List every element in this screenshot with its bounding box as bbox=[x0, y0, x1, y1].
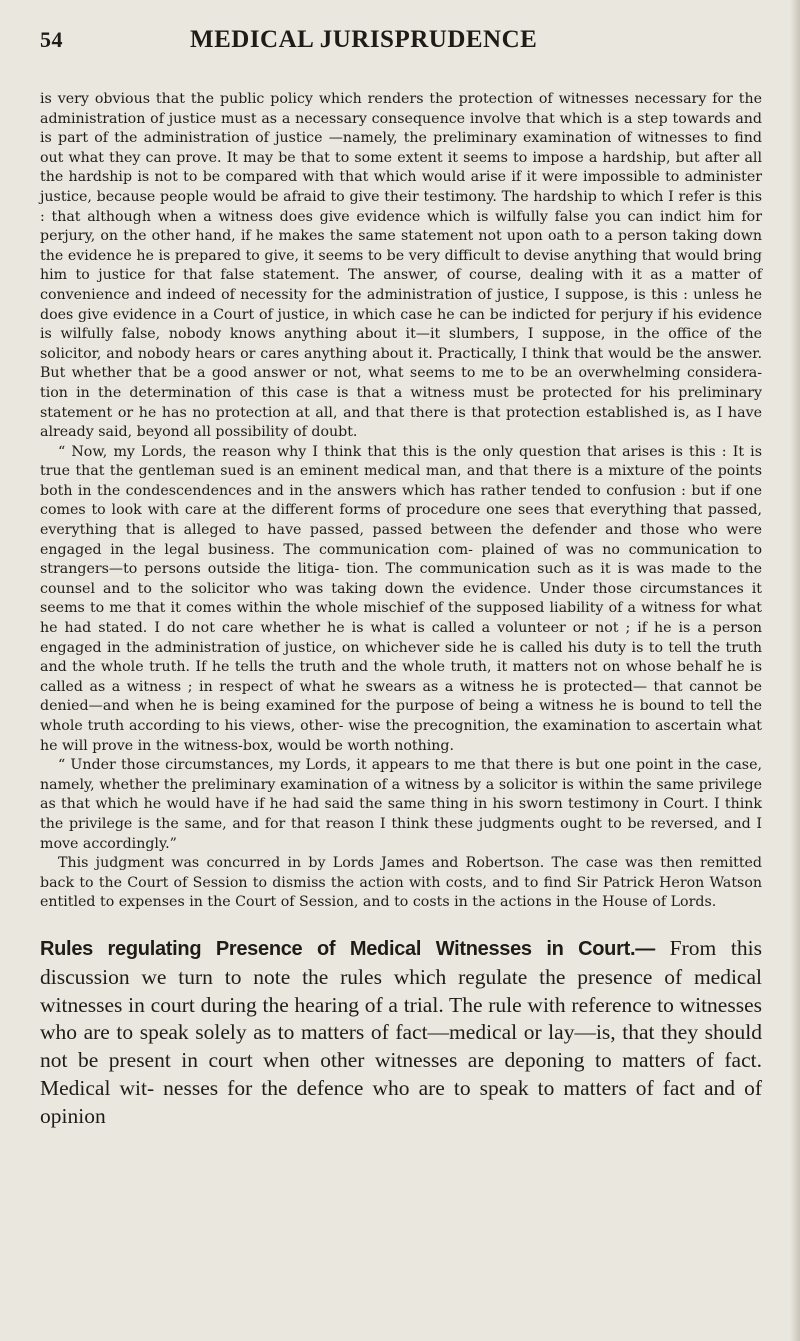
paragraph-4: This judgment was concurred in by Lords James and Robertson. The case was then remitted back to the Court of Session to dismiss the action with costs, and to find Sir Patrick Heron Watson entitled to expenses in the Court of Session, and to costs in the actions in the House of Lords. bbox=[40, 855, 762, 911]
section-text: From this discussion we turn to note the rules which regulate the presence of medical witnesses in court during the hearing of a trial. The rule with reference to witnesses who are to speak solely as to matters of fact—medical or lay—is, that they should not be present in court when other witnesses are deponing to matters of fact. Medical wit- nesses for the defence who are to speak to matters of fact and of opinion bbox=[40, 935, 762, 1128]
section-rules-medical-witnesses bbox=[40, 935, 762, 1131]
page-edge-shadow bbox=[790, 0, 800, 1341]
paragraph-2: “ Now, my Lords, the reason why I think that this is the only question that arises is this : It is true that the gentleman sued is an eminent medical man, and that there is a mixture of the points both in the condescendences and in the answers which has rather tended to confusion : but if one comes to look with care at the different forms of procedure one sees that everything that passed, everything that is alleged to have passed, passed between the defender and those who were engaged in the legal business. The communication com- plained of was no communication to strangers—to persons outside the litiga- tion. The communication such as it is was made to the counsel and to the solicitor who was taking down the evidence. Under those circumstances it seems to me that it comes within the whole mischief of the supposed liability of a witness for what he had stated. I do not care whether he is what is called a volunteer or not ; if he is a person engaged in the administration of justice, on whichever side he is called his duty is to tell the truth and the whole truth. If he tells the truth and the whole truth, it matters not on whose behalf he is called as a witness ; in respect of what he swears as a witness he is protected— that cannot be denied—and when he is being examined for the purpose of being a witness he is bound to tell the whole truth according to his views, other- wise the precognition, the examination to ascertain what he will prove in the witness-box, would be worth nothing. bbox=[40, 443, 762, 754]
section-heading: Rules regulating Presence of Medical Witnesses in Court.— bbox=[40, 937, 655, 960]
body-text bbox=[40, 90, 762, 913]
paragraph-3: “ Under those circumstances, my Lords, it appears to me that there is but one point in the case, namely, whether the preliminary examination of a witness by a solicitor is within the same privilege as that which he would have if he had said the same thing in his sworn testimony in Court. I think the privilege is the same, and for that reason I think these judgments ought to be reversed, and I move accordingly.” bbox=[40, 757, 762, 852]
page-header bbox=[40, 26, 762, 66]
page-number: 54 bbox=[40, 27, 63, 52]
paragraph-1: is very obvious that the public policy which renders the protection of witnesses necessary for the administration of justice must as a necessary consequence involve that which is a step towards and is part of the administration of justice —namely, the preliminary examination of witnesses to find out what they can prove. It may be that to some extent it seems to impose a hardship, but after all the hardship is not to be compared with that which would arise if it were impossible to administer justice, because people would be afraid to give their testimony. The hardship to which I refer is this : that although when a witness does give evidence which is wilfully false you can indict him for perjury, on the other hand, if he makes the same statement not upon oath to a person taking down the evidence he is prepared to give, it seems to be very difficult to devise anything that would bring him to justice for that false statement. The answer, of course, dealing with it as a matter of convenience and indeed of necessity for the administration of justice, I suppose, is this : unless he does give evidence in a Court of justice, in which case he can be indicted for perjury if his evidence is wilfully false, nobody knows anything about it—it slumbers, I suppose, in the office of the solicitor, and nobody hears or cares anything about it. Practically, I think that would be the answer. But whether that be a good answer or not, what seems to me to be an overwhelming considera- tion in the determination of this case is that a witness must be protected for his preliminary statement or he has no protection at all, and that there is that protection established is, as I have already said, beyond all possibility of doubt. bbox=[40, 91, 762, 441]
running-title: MEDICAL JURISPRUDENCE bbox=[190, 26, 538, 53]
